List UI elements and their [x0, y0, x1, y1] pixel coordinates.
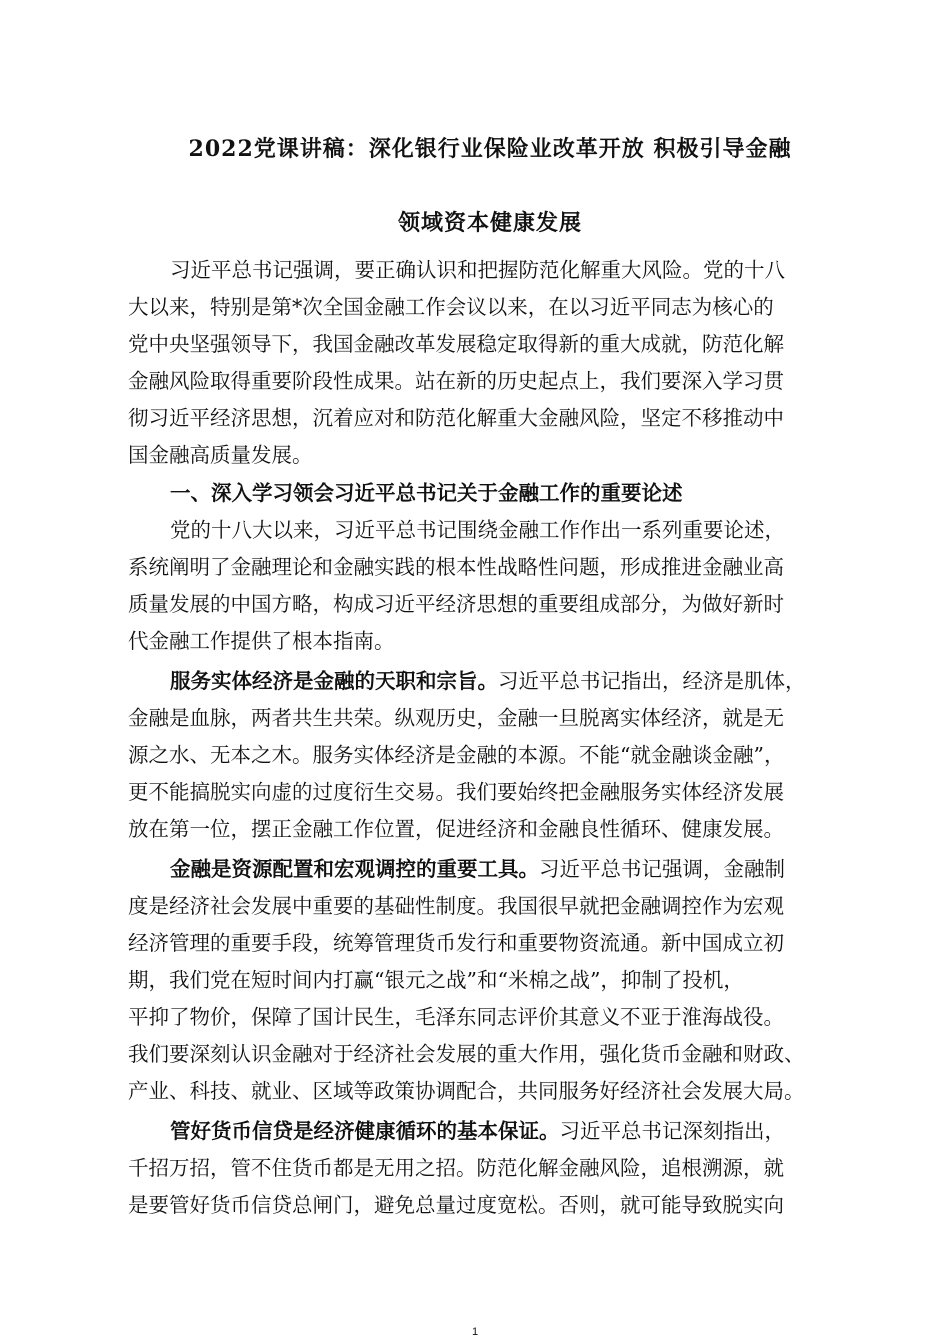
paragraph-line: 放在第一位，摆正金融工作位置，促进经济和金融良性循环、健康发展。 — [128, 817, 784, 841]
bold-lead-text: 金融是资源配置和宏观调控的重要工具。 — [170, 857, 539, 881]
paragraph-line: 度是经济社会发展中重要的基础性制度。我国很早就把金融调控作为宏观 — [128, 894, 784, 918]
paragraph-line: 期，我们党在短时间内打赢“银元之战”和“米棉之战”，抑制了投机， — [128, 968, 744, 992]
paragraph-line: 平抑了物价，保障了国计民生，毛泽东同志评价其意义不亚于淮海战役。 — [128, 1005, 784, 1029]
paragraph-line — [170, 1119, 856, 1143]
paragraph-line: 党中央坚强领导下，我国金融改革发展稳定取得新的重大成就，防范化解 — [128, 332, 784, 356]
paragraph-line: 系统阐明了金融理论和金融实践的根本性战略性问题，形成推进金融业高 — [128, 555, 784, 579]
paragraph-text: 习近平总书记指出，经济是肌体， — [498, 669, 806, 693]
paragraph-line: 党的十八大以来，习近平总书记围绕金融工作作出一系列重要论述， — [170, 518, 785, 542]
paragraph-line: 习近平总书记强调，要正确认识和把握防范化解重大风险。党的十八 — [170, 258, 785, 282]
paragraph-line: 代金融工作提供了根本指南。 — [128, 629, 395, 653]
paragraph-text: 习近平总书记强调，金融制 — [539, 857, 785, 881]
paragraph-line: 经济管理的重要手段，统筹管理货币发行和重要物资流通。新中国成立初 — [128, 931, 784, 955]
paragraph-line: 源之水、无本之木。服务实体经济是金融的本源。不能“就金融谈金融”， — [128, 743, 785, 767]
paragraph-line: 国金融高质量发展。 — [128, 443, 313, 467]
document-title-line-2: 领域资本健康发展 — [397, 210, 582, 236]
paragraph-line — [170, 669, 856, 693]
paragraph-line: 我们要深刻认识金融对于经济社会发展的重大作用，强化货币金融和财政、 — [128, 1042, 805, 1066]
paragraph-line: 质量发展的中国方略，构成习近平经济思想的重要组成部分，为做好新时 — [128, 592, 784, 616]
paragraph-line: 彻习近平经济思想，沉着应对和防范化解重大金融风险，坚定不移推动中 — [128, 406, 784, 430]
paragraph-line — [170, 857, 856, 881]
page-number: 1 — [471, 1326, 479, 1338]
paragraph-line: 金融风险取得重要阶段性成果。站在新的历史起点上，我们要深入学习贯 — [128, 369, 784, 393]
paragraph-line: 千招万招，管不住货币都是无用之招。防范化解金融风险，追根溯源，就 — [128, 1156, 784, 1180]
bold-lead-text: 服务实体经济是金融的天职和宗旨。 — [170, 669, 498, 693]
bold-lead-text: 管好货币信贷是经济健康循环的基本保证。 — [170, 1119, 560, 1143]
paragraph-line: 产业、科技、就业、区域等政策协调配合，共同服务好经济社会发展大局。 — [128, 1079, 805, 1103]
document-title-line-1: 2022党课讲稿：深化银行业保险业改革开放 积极引导金融 — [188, 136, 792, 162]
paragraph-line: 金融是血脉，两者共生共荣。纵观历史，金融一旦脱离实体经济，就是无 — [128, 706, 784, 730]
paragraph-line: 更不能搞脱实向虚的过度衍生交易。我们要始终把金融服务实体经济发展 — [128, 780, 784, 804]
paragraph-text: 习近平总书记深刻指出， — [559, 1119, 785, 1143]
paragraph-line: 是要管好货币信贷总闸门，避免总量过度宽松。否则，就可能导致脱实向 — [128, 1193, 784, 1217]
section-heading: 一、深入学习领会习近平总书记关于金融工作的重要论述 — [170, 481, 683, 505]
paragraph-line: 大以来，特别是第*次全国金融工作会议以来，在以习近平同志为核心的 — [128, 295, 774, 319]
